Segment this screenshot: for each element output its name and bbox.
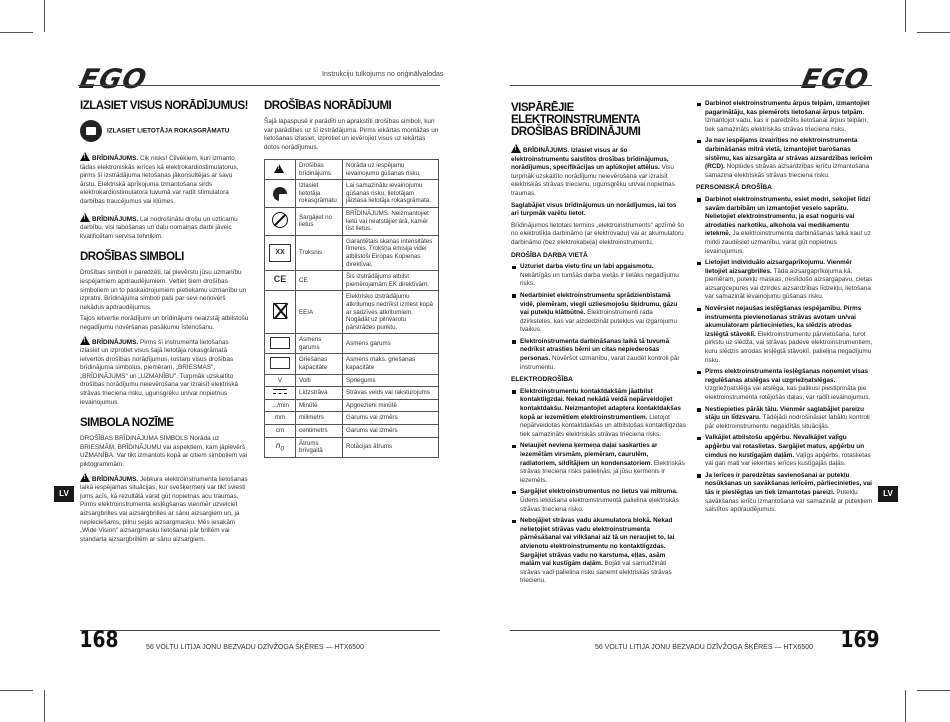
left-column-2: [264, 96, 439, 155]
symbol-name: CE: [296, 271, 343, 291]
warning-triangle-icon: [511, 144, 521, 153]
no-rain-icon: [265, 207, 296, 235]
warning-triangle-icon: [80, 473, 90, 482]
symbol-meaning: Asmens maks. griešanas kapacitāte: [343, 354, 439, 374]
symbol-meaning: Elektrisko izstrādājumu atkritumus nedrīkst izmest kopā ar sadzīves atkritumiem. Nogādāt uz pilnvarotu pārstrādes punktu.: [343, 291, 439, 334]
warning-triangle-icon: [80, 213, 90, 222]
symbol-name: Griešanas kapacitāte: [296, 354, 343, 374]
list-item: Darbinot elektroinstrumentu, esiet modri, sekojiet līdzi savām darbībām un izmantojiet veselo saprātu. Nelietojiet elektroinstrumentu, ja esat noguris vai atrodaties narkotiku, alkohola vai medikamentu ietekmē. Ja elektroinstrumenta darbināšanas laikā kaut uz mirkli zaudēsiet uzmanību, varat gūt nopietnus ievainojumus.: [696, 196, 873, 256]
read-manual-icon: [265, 180, 296, 208]
list-item: Lietojiet individuālo aizsargaprīkojumu. Vienmēr lietojiet aizsargbrilles. Tāda aizsargaprīkojuma kā, piemēram, putekļu maskas, neslīdošo aizsargapavu, cietas aizsargcepures vai dzirdes aizsardzības līdzekļu, lietošana var samazināt ievainojumu gūšanas risku.: [696, 259, 873, 302]
symbol-glyph: cm: [265, 425, 296, 438]
crop-mark: [44, 0, 45, 32]
symbol-name: Troksnis: [296, 235, 343, 270]
no-load-speed-icon: $n_0$: [265, 437, 296, 457]
list-item: Nedarbiniet elektroinstrumentu sprādzienbīstamā vidē, piemēram, viegli uzliesmojošu šķidrumu, gāzu vai putekļu klātbūtnē. Elektroinstrumenti rada dzirksteles, kas var aizdedzināt putekļus vai izgarojumu tvaikus.: [511, 292, 686, 335]
symbols-table-row: [265, 437, 439, 457]
list-item: Sargājiet elektroinstrumentus no lietus vai mitruma. Ūdens iekļūšana elektroinstrumentā palielina elektriskās strāvas trieciena risku.: [511, 488, 686, 514]
ego-logo: EGO: [76, 64, 150, 95]
warning-triangle-icon: [80, 152, 90, 161]
ego-logo: EGO: [798, 64, 872, 95]
list-item: Ja nav iespējams izvairīties no elektroinstrumenta darbināšanas mitrā vietā, izmantojiet barošanas sistēmu, kas aizsargāta ar strāvas aizsardzības ierīcēm (RCD). Noplūdes strāvas aizsardzības ierīču izmantošana samazina elektriskās strāvas trieciena risku.: [696, 137, 873, 180]
list-item: Nestiepieties pārāk tālu. Vienmēr saglabājiet pareizu stāju un līdzsvaru. Tādējādi nodrošināsiet labāku kontroli pār elektroinstrumentu negaidītās situācijās.: [696, 406, 873, 432]
symbol-name: milimetrs: [296, 412, 343, 425]
electrical-list: [511, 388, 686, 586]
symbols-table-row: [265, 160, 439, 180]
symbol-name: Sargājiet no lietus: [296, 207, 343, 235]
language-tab: LV: [54, 486, 74, 502]
symbol-name: Asmens garums: [296, 334, 343, 354]
header-rule: [78, 85, 440, 86]
warning-read-instructions: !BRĪDINĀJUMS. Pirms šī instrumenta lietošanas izlasiet un izprotiet visus šajā lietotāja rokasgrāmatā ietvertos drošības norādījumus, tostarp visus drošības brīdinājuma simbolus, piemēram, „BRIESMAS", „BRĪDINĀJUMS" un „UZMANĪBU". Turpmāk uzskaitīto drošības norādījumu neievērošana var izraisīt elektriskā strāvas trieciena risku, ugunsgrēku un/vai nopietnus ievainojumus.: [80, 336, 250, 408]
symbols-paragraph-1: Drošības simboli ir paredzēti, lai pievērstu jūsu uzmanību iespējamiem apdraudējumiem. Veltiet šiem drošības simboliem un to paskaidrojumiem pietiekamu uzmanību un izpratni. Brīdinājuma simboli paši par sevi nenovērš nekādus apdraudējumus.: [80, 269, 247, 311]
heading-symbol-meaning: SIMBOLA NOZĪME: [80, 417, 174, 430]
weee-bin-icon: [265, 291, 296, 334]
symbol-name: Līdzstrāva: [296, 387, 343, 400]
list-item: Pirms elektroinstrumenta iesļēgšanas noņemiet visas regulēšanas atslēgas vai uzgriežņatslēgas. Uzgriežņatslēga vai atslēga, kas palikusi piestiprināta pie elektroinstrumenta rotējošās daļas, var radīt ievainojumus.: [696, 368, 873, 402]
symbol-meaning: Lai samazinātu ievainojumu gūšanas risku, lietotājam jāizlasa lietotāja rokasgrāmata.: [343, 180, 439, 208]
warning-service: !BRĪDINĀJUMS. Lai nodrošinātu drošu un uzticamu darbību, visi labošanas un daļu nomaiņas darbi jāveic kvalificētam servisa tehniķim.: [80, 213, 250, 242]
symbol-name: EEIA: [296, 291, 343, 334]
left-column-1: [80, 96, 250, 547]
list-item: Elektroinstrumenta darbināšanas laikā tā tuvumā nedrīkst atrasties bērni un citas nepiederošas personas. Novēršot uzmanību, varat zaudēt kontroli pār instrumentu.: [511, 338, 686, 372]
crop-mark: [905, 0, 906, 32]
dc-icon: [265, 387, 296, 400]
language-tab: LV: [878, 486, 898, 502]
symbol-meaning: Strāvas veids vai raksturojums: [343, 387, 439, 400]
symbols-table-row: [265, 291, 439, 334]
crop-mark: [917, 690, 950, 691]
symbols-paragraph-2: Tajos ietvertie norādījumi un brīdinājumi neaizstāj atbilstošu negadījumu novēršanas pasākumu īstenošanu.: [80, 315, 249, 331]
right-column-2: [696, 100, 873, 518]
doc-title: Instrukciju tulkojums no oriģinālvalodas: [322, 71, 444, 78]
footer-rule: [510, 630, 872, 631]
list-item: Uzturiet darba vietu tīru un labi apgaismotu. Nekārtīgās un tumšās darba vietās ir lielāks negadījumu risks.: [511, 263, 686, 289]
symbols-table-row: [265, 334, 439, 354]
symbols-table-row: [265, 425, 439, 438]
list-item: Darbinot elektroinstrumentu ārpus telpām, izmantojiet pagarinātāju, kas piemērots lietošanai ārpus telpām. Izmantojot vadu, kas ir paredzēts lietošanai ārpus telpām, tiek samazināts elektriskās strāvas trieciena risks.: [696, 100, 873, 134]
list-item: Valkājiet atbilstošu apģērbu. Nevalkājiet vaļīgu apģērbu vai rotaslietas. Sargājiet matus, apģērbu un cimdus no kustīgajām daļām. Vaļīgs apģērbs, rotaslietas vai gari mati var iekerties ierīces kustīgajās daļās.: [696, 434, 873, 468]
symbol-meaning: Asmens garums: [343, 334, 439, 354]
warning-eye-protection: !BRĪDINĀJUMS. Jebkura elektroinstrumenta lietošanas laikā iespējamas situācijas, kur svešķermeņi var tikt sviesti jums acīs, kā rezultātā varat gūt nopietnas acu traumas. Pirms elektroinstrumenta iesļēgšanas vienmēr uzvelciet aizsargbrilles vai aizsargbrilles ar sānu aizsargiem un, ja nepieciešams, pilnu sejas aizsargmasku. Mēs iesakām „Wide Vision" aizsargmasku lietošanai pār brillēm vai standarta aizsargbrillēm ar sānu aizsargiem.: [80, 473, 250, 545]
symbol-name: Izlasiet lietotāja rokasgrāmatu: [296, 180, 343, 208]
crop-mark: [0, 32, 33, 33]
symbol-meaning: Garums vai izmērs: [343, 412, 439, 425]
symbol-meaning: Apgriezieni minūtē: [343, 399, 439, 412]
symbol-meaning: Rotācijas ātrums: [343, 437, 439, 457]
symbols-table-row: [265, 412, 439, 425]
warning-pacemaker: !BRĪDINĀJUMS. Cik nisks! Cilvēkiem, kuri izmanto tādas elektroniskās ierīces kā elektrokardiostimulatorus, pirms šī izstrādājuma lietošanas jākonsultējas ar savu ārstu. Elektriskā aprīkojuma izmantošana sirds elektrokardiostimulatora tuvumā var radīt stimulatora darbības traucējumus vai kļūmes.: [80, 152, 250, 207]
list-item: Nelaujiet neviena ķermeņa daļai saskarties ar iezemētām virsmām, piemēram, caurulēm, radiatoriem, sildītājiem un kondensatoriem. Elektriskās strāvas trieciena risks palielinās, ja jūsu ķermenis ir iezemēts.: [511, 442, 686, 485]
page-number: 168: [79, 628, 119, 653]
symbol-meaning: Spriegums: [343, 374, 439, 387]
list-item: Elektroinstrumentu kontaktdakšām jāatbilst kontaktligzdai. Nekad nekādā veidā nepārveidojiet kontaktdakšu. Neizmantojiet adaptera kontaktdakšas kopā ar iezemētiem elektroinstrumentiem. Lietojot nepārveidotas kontaktdakšas un atbilstošas kontaktligzdas tiek samazināts elektriskās strāvas trieciena risks.: [511, 388, 686, 440]
electrical-list-cont: [696, 100, 873, 180]
footer-rule: [80, 630, 440, 631]
symbol-glyph: V: [265, 374, 296, 387]
crop-mark: [917, 32, 950, 33]
crop-mark: [0, 690, 33, 691]
heading-read-all: IZLASIET VISUS NORĀDĪJUMUS!: [80, 100, 248, 112]
symbol-name: Volti: [296, 374, 343, 387]
warning-triangle-icon: [80, 336, 90, 345]
keep-instructions: Saglabājiet visus brīdinājumus un norādījumus, lai tos arī turpmāk varētu lietot.: [511, 201, 677, 218]
symbol-name: Drošības brīdinājums: [296, 160, 343, 180]
list-item: Nebojājiet strāvas vadu akumulatora blokā. Nekad nelietojiet strāvas vadu elektroinstrumenta pārnēsāšanai vai vilkšanai aiz tā un neraujiet to, lai atvienotu elektroinstrumentu no kontaktligzdas. Sargājiet strāvas vadu no karstuma, eļļas, asām malām vai kustīgām daļām. Bojāti vai samudžināti strāvas vadi palielina risku saņemt elektriskās strāvas triecienu.: [511, 517, 686, 586]
heading-work-area: DROŠĪBA DARBA VIETĀ: [511, 251, 588, 259]
symbol-name: Minūtē: [296, 399, 343, 412]
symbols-table-row: [265, 207, 439, 235]
symbols-table: [264, 159, 439, 458]
list-item: Ja ierīces ir paredzētas savienošanai ar putekļu nosūkšanas un savākšanas ierīcēm, pārliecinieties, vai tās ir pieslēgtas un tiek izmantotas pareizi. Putekļu savākšanas ierīču izmantošana var samazināt ar putekļiem saistītos apdraudējumus.: [696, 472, 873, 515]
symbol-meaning: Šis izstrādājums atbilst piemērojamām EK direktīvām.: [343, 271, 439, 291]
read-manual-label: IZLASIET LIETOTĀJA ROKASGRĀMATU: [107, 127, 230, 135]
heading-personal-safety: PERSONISKĀ DROŠĪBA: [696, 184, 772, 192]
cutting-capacity-icon: [265, 354, 296, 374]
personal-safety-list: [696, 196, 873, 515]
symbol-glyph: mm: [265, 412, 296, 425]
symbols-table-row: [265, 374, 439, 387]
crop-mark: [905, 690, 906, 722]
rules-paragraph: Šajā lapaspusē ir parādīti un aprakstīti drošības simboli, kuri var parādīties uz šī izstrādājuma. Pirms iekārtas montāžas un lietošanas izlasiet, izprotiet un ievērojiet visus uz iekārtas dotos norādījumus.: [264, 118, 439, 151]
heading-safety-symbols: DROŠĪBAS SIMBOLI: [80, 251, 184, 264]
footer-title: 56 VOLTU LITIJA JONU BEZVADU DZĪVŽOGA ŠĶĒRES — HTX6500: [595, 644, 813, 651]
symbols-table-row: [265, 399, 439, 412]
heading-safety-rules: DROŠĪBAS NORĀDĪJUMI: [264, 100, 392, 112]
symbol-meaning: BRĪDINĀJUMS. Neizmantojiet lietū vai neatstājiet ārā, kamēr līst lietus.: [343, 207, 439, 235]
symbol-meaning: Norāda uz iespējamu ievainojumu gūšanas risku.: [343, 160, 439, 180]
crop-mark: [44, 690, 45, 722]
right-column-1: [511, 98, 686, 589]
symbols-table-row: [265, 271, 439, 291]
footer-title: 56 VOLTU LITIJA JONU BEZVADU DZĪVŽOGA ŠĶĒRES — HTX6500: [146, 644, 364, 651]
term-definition: Brīdinājumos lietotais termins „elektroinstruments" apzīmē šo no elektrotīkla darbināmo (ar elektrovadu) vai ar akumulatoru darbināmo (bez elektrokabeļa) elektroinstrumentu.: [511, 221, 685, 246]
symbols-table-row: [265, 180, 439, 208]
meaning-paragraph: DROŠĪBAS BRĪDINĀJUMA SIMBOLS Norāda uz BRIESMĀM, BRĪDINĀJUMU vai aspektiem, kam jāpievērš UZMANĪBA. Var tikt izmantots kopā ar citiem simboliem vai piktogrammām.: [80, 435, 248, 469]
warning-triangle-icon: [265, 160, 296, 180]
symbol-glyph: …/min: [265, 399, 296, 412]
right-page: [475, 0, 950, 722]
read-manual-icon: [80, 120, 102, 142]
heading-general-warnings: VISPĀRĒJIE ELEKTROINSTRUMENTA DROŠĪBAS BRĪDINĀJUMI: [511, 102, 641, 138]
heading-electrical: ELEKTRODROŠĪBA: [511, 376, 573, 384]
symbols-table-row: [265, 354, 439, 374]
page-number: 169: [840, 628, 880, 653]
cutting-length-icon: [265, 334, 296, 354]
symbols-table-row: [265, 387, 439, 400]
noise-level-icon: XX: [265, 235, 296, 270]
header-rule: [510, 85, 872, 86]
symbols-table-row: [265, 235, 439, 270]
general-warning: !BRĪDINĀJUMS. Izlasiet visus ar šo elektroinstrumentu saistītos drošības brīdinājumus, norādījumus, specifikācijas un aplūkojiet attēlus. Visu turpmāk uzskaitīto norādījumu neievērošana var izraisīt elektriskās strāvas triecienu, ugunsgrēku un/vai nopietnas traumas.: [511, 144, 686, 199]
work-area-list: [511, 263, 686, 372]
symbol-name: centimetrs: [296, 425, 343, 438]
symbol-meaning: Garums vai izmērs: [343, 425, 439, 438]
symbol-name: Ātrums brīvgaitā: [296, 437, 343, 457]
ce-mark-icon: CE: [265, 271, 296, 291]
symbol-meaning: Garantētais skaņas intensitātes līmenis. Trokšņa emisija videi atbilstoši Eiropas Kopienas direktīvai.: [343, 235, 439, 270]
list-item: Novērsiet nejaušas iesļēgšanas iespējamību. Pirms instrumenta pievienošanas strāvas avotam un/vai akumulatoram pārliecinieties, ka slēdzis atrodas izslēgtā stāvoklī. Elektroinstrumentu pārvietošana, turot pirkstu uz slēdža, vai strāvas padeve elektroinstrumentiem, kuru slēdzis atrodas iesļēgtā stāvoklī, palielina negadījumu risku.: [696, 305, 873, 365]
